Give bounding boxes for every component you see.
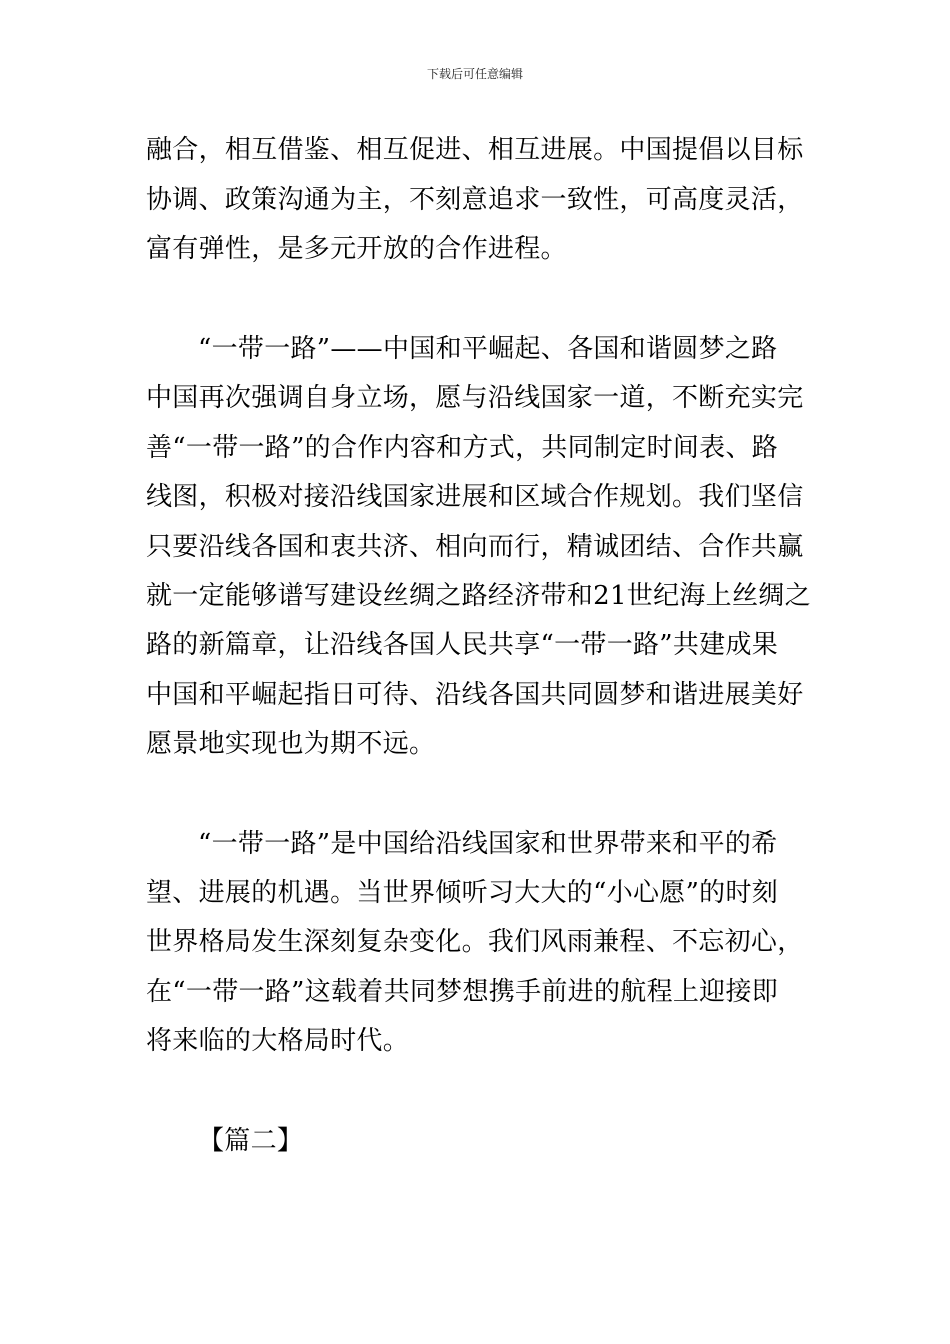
text-line: 只要沿线各国和衷共济、相向而行，精诚团结、合作共赢 bbox=[146, 532, 804, 562]
text-line: 【篇二】 bbox=[198, 1126, 304, 1156]
text-line: “一带一路”——中国和平崛起、各国和谐圆梦之路 bbox=[198, 334, 778, 364]
text-line: 在“一带一路”这载着共同梦想携手前进的航程上迎接即 bbox=[146, 977, 779, 1007]
text-line: 将来临的大格局时代。 bbox=[146, 1026, 410, 1056]
text-line: 愿景地实现也为期不远。 bbox=[146, 729, 436, 759]
text-line: 富有弹性，是多元开放的合作进程。 bbox=[146, 234, 567, 264]
text-line: “一带一路”是中国给沿线国家和世界带来和平的希 bbox=[198, 829, 778, 859]
page-header: 下载后可任意编辑 bbox=[426, 67, 523, 81]
text-line: 协调、政策沟通为主，不刻意追求一致性，可高度灵活， bbox=[146, 185, 804, 215]
text-line: 线图，积极对接沿线国家进展和区域合作规划。我们坚信 bbox=[146, 482, 804, 512]
text-line: 望、进展的机遇。当世界倾听习大大的“小心愿”的时刻 bbox=[146, 878, 779, 908]
text-line: 就一定能够谱写建设丝绸之路经济带和21世纪海上丝绸之 bbox=[146, 581, 811, 611]
text-line: 融合，相互借鉴、相互促进、相互进展。中国提倡以目标 bbox=[146, 135, 804, 165]
text-line: 中国和平崛起指日可待、沿线各国共同圆梦和谐进展美好 bbox=[146, 680, 804, 710]
text-line: 中国再次强调自身立场，愿与沿线国家一道，不断充实完 bbox=[146, 383, 804, 413]
text-line: 世界格局发生深刻复杂变化。我们风雨兼程、不忘初心， bbox=[146, 927, 804, 957]
text-line: 路的新篇章，让沿线各国人民共享“一带一路”共建成果 bbox=[146, 630, 779, 660]
text-line: 善“一带一路”的合作内容和方式，共同制定时间表、路 bbox=[146, 433, 779, 463]
